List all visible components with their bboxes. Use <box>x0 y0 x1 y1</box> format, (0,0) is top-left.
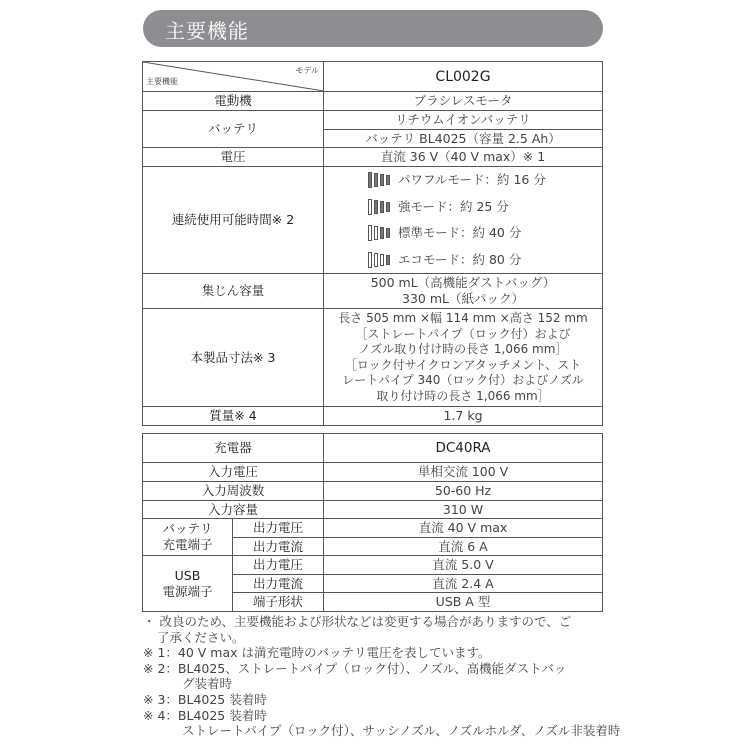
dust-capacity-value: 500 mL（高機能ダストバッグ） 330 mL（紙パック） <box>324 274 603 309</box>
charger-label: 充電器 <box>143 434 324 463</box>
input-capacity-value: 310 W <box>324 501 603 519</box>
usb-output-voltage-label: 出力電圧 <box>233 556 324 575</box>
input-frequency-label: 入力周波数 <box>143 482 324 501</box>
motor-value: ブラシレスモータ <box>324 92 603 111</box>
voltage-label: 電圧 <box>143 148 324 167</box>
dust-capacity-label: 集じん容量 <box>143 274 324 309</box>
weight-label: 質量※ 4 <box>143 407 324 426</box>
spec-table <box>142 61 603 426</box>
note-3: ※ 3：BL4025 装着時 <box>143 691 267 707</box>
section-title: 主要機能 <box>165 19 249 43</box>
usb-output-current-value: 直流 2.4 A <box>324 575 603 593</box>
note-2: ※ 2：BL4025、ストレートパイプ（ロック付）、ノズル、高機能ダストバッ <box>143 660 567 676</box>
corner-header-cell <box>143 62 324 92</box>
power-level-4-icon <box>368 172 390 188</box>
input-voltage-value: 単相交流 100 V <box>324 463 603 482</box>
dimensions-value: 長さ 505 mm ×幅 114 mm ×高さ 152 mm ［ストレートパイプ（ロック付）および ノズル取り付け時の長さ 1,066 mm］ ［ロック付サイクロンアタッチメント、スト レートパイプ 340（ロック付）およびノズル 取り付け時の長さ 1,066 mm］ <box>324 309 603 407</box>
battery-output-current-value: 直流 6 A <box>324 538 603 556</box>
charger-model: DC40RA <box>324 434 603 463</box>
battery-output-voltage-value: 直流 40 V max <box>324 519 603 538</box>
weight-value: 1.7 kg <box>324 407 603 426</box>
note-1: ※ 1：40 V max は満充電時のバッテリ電圧を表しています。 <box>143 645 491 661</box>
usb-connector-type-label: 端子形状 <box>233 593 324 612</box>
note-4: ※ 4：BL4025 装着時 <box>143 707 267 723</box>
runtime-label: 連続使用可能時間※ 2 <box>143 167 324 274</box>
mode-row-standard: 標準モード：約 40 分 <box>368 220 602 247</box>
note-disclaimer-cont: 了承ください。 <box>157 629 245 645</box>
model-name: CL002G <box>324 62 603 92</box>
runtime-modes <box>324 167 603 274</box>
usb-connector-type-value: USB A 型 <box>324 593 603 612</box>
voltage-value: 直流 36 V（40 V max）※ 1 <box>324 148 603 167</box>
usb-terminal-label: USB 電源端子 <box>143 556 233 612</box>
feature-axis-label: 主要機能 <box>146 77 178 86</box>
battery-output-voltage-label: 出力電圧 <box>233 519 324 538</box>
usb-output-voltage-value: 直流 5.0 V <box>324 556 603 575</box>
battery-terminal-label: バッテリ 充電端子 <box>143 519 233 556</box>
mode-row-strong: 強モード：約 25 分 <box>368 194 602 221</box>
battery-model-value: バッテリ BL4025（容量 2.5 Ah） <box>324 130 603 148</box>
mode-row-powerful: パワフルモード：約 16 分 <box>368 167 602 194</box>
power-level-1-icon <box>368 252 390 268</box>
motor-label: 電動機 <box>143 92 324 111</box>
battery-type-value: リチウムイオンバッテリ <box>324 111 603 130</box>
input-frequency-value: 50-60 Hz <box>324 482 603 501</box>
battery-label: バッテリ <box>143 111 324 148</box>
input-capacity-label: 入力容量 <box>143 501 324 519</box>
note-disclaimer: ・ 改良のため、主要機能および形状などは変更する場合がありますので、ご <box>143 614 572 629</box>
note-4-cont: ストレートパイプ（ロック付）、サッシノズル、ノズルホルダ、ノズル非装着時 <box>182 723 621 739</box>
note-2-cont: グ装着時 <box>182 676 233 692</box>
power-level-2-icon <box>368 225 390 241</box>
mode-row-eco: エコモード：約 80 分 <box>368 247 602 274</box>
footnotes <box>143 614 621 739</box>
model-axis-label: モデル <box>295 66 319 75</box>
power-level-3-icon <box>368 199 390 215</box>
dimensions-label: 本製品寸法※ 3 <box>143 309 324 407</box>
section-header <box>143 10 603 47</box>
input-voltage-label: 入力電圧 <box>143 463 324 482</box>
charger-table <box>142 433 603 612</box>
usb-output-current-label: 出力電流 <box>233 575 324 593</box>
battery-output-current-label: 出力電流 <box>233 538 324 556</box>
